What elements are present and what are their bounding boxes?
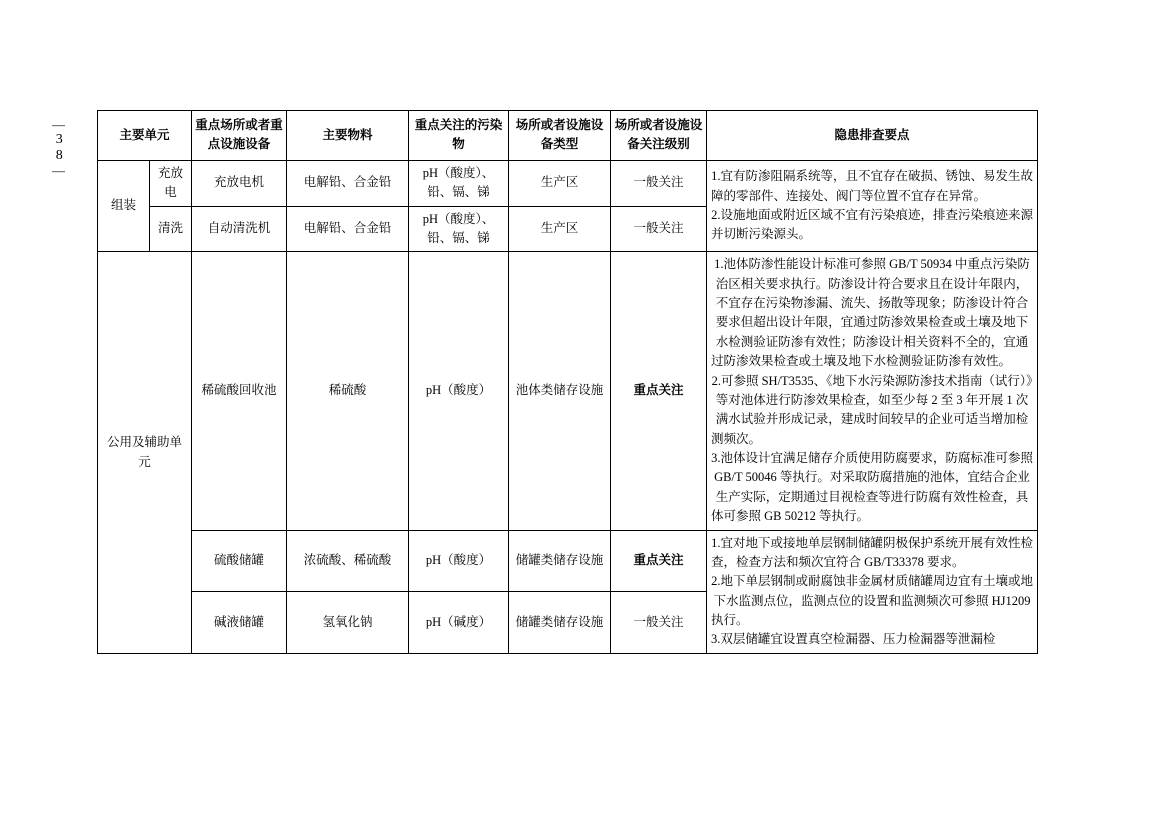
header-facility-type: 场所或者设施设备类型 bbox=[509, 111, 611, 161]
cell-material-naoh: 氢氧化钠 bbox=[287, 592, 409, 654]
header-main-material: 主要物料 bbox=[287, 111, 409, 161]
cell-material-sulfuric: 浓硫酸、稀硫酸 bbox=[287, 530, 409, 592]
page-number-value: 38 bbox=[51, 132, 67, 164]
table-header-row bbox=[98, 111, 1038, 161]
cell-level-general-2: 一般关注 bbox=[611, 206, 707, 252]
cell-main-unit-assembly: 组装 bbox=[98, 160, 150, 252]
cell-sub-unit-cleaning: 清洗 bbox=[150, 206, 192, 252]
cell-material-lead: 电解铅、合金铅 bbox=[287, 160, 409, 206]
header-main-unit: 主要单元 bbox=[98, 111, 192, 161]
inspection-table bbox=[97, 110, 1038, 654]
cell-facility-acid-recovery-pool: 稀硫酸回收池 bbox=[192, 252, 287, 530]
cell-level-general-3: 一般关注 bbox=[611, 592, 707, 654]
header-key-pollutant: 重点关注的污染物 bbox=[409, 111, 509, 161]
cell-facility-charger: 充放电机 bbox=[192, 160, 287, 206]
table-row bbox=[98, 252, 1038, 530]
cell-type-production-area: 生产区 bbox=[509, 160, 611, 206]
page-number-dash-top: — bbox=[52, 117, 66, 132]
table-row bbox=[98, 160, 1038, 206]
cell-facility-auto-washer: 自动清洗机 bbox=[192, 206, 287, 252]
cell-points-assembly bbox=[707, 160, 1038, 252]
cell-main-unit-utility: 公用及辅助单元 bbox=[98, 252, 192, 654]
point-line: 2.地下单层钢制或耐腐蚀非金属材质储罐周边宜有土壤或地下水监测点位，监测点位的设置和监测频次可参照 HJ1209 执行。 bbox=[711, 574, 1033, 627]
cell-facility-sulfuric-tank: 硫酸储罐 bbox=[192, 530, 287, 592]
page-number bbox=[44, 117, 74, 178]
cell-level-general: 一般关注 bbox=[611, 160, 707, 206]
cell-points-pool bbox=[707, 252, 1038, 530]
cell-type-tank-storage: 储罐类储存设施 bbox=[509, 530, 611, 592]
cell-level-key: 重点关注 bbox=[611, 252, 707, 530]
cell-material-lead-2: 电解铅、合金铅 bbox=[287, 206, 409, 252]
point-line: 1.宜有防渗阻隔系统等，且不宜存在破损、锈蚀、易发生故障的零部件、连接处、阀门等位置不宜存在异常。 bbox=[711, 169, 1033, 203]
cell-facility-alkali-tank: 碱液储罐 bbox=[192, 592, 287, 654]
point-line: 2.可参照 SH/T3535、《地下水污染源防渗技术指南（试行）》等对池体进行防渗效果检查，如至少每 2 至 3 年开展 1 次满水试验并形成记录，建成时间较早的企业可适当增加检测频次。 bbox=[711, 373, 1033, 446]
cell-type-pool-storage: 池体类储存设施 bbox=[509, 252, 611, 530]
cell-level-key-2: 重点关注 bbox=[611, 530, 707, 592]
cell-material-dilute-sulfuric: 稀硫酸 bbox=[287, 252, 409, 530]
point-line: 3.池体设计宜满足储存介质使用防腐要求，防腐标准可参照 GB/T 50046 等执行。对采取防腐措施的池体，宜结合企业生产实际，定期通过目视检查等进行防腐有效性检查，具体可参照 GB 50212 等执行。 bbox=[711, 451, 1033, 524]
header-inspection-points: 隐患排查要点 bbox=[707, 111, 1038, 161]
cell-type-production-area-2: 生产区 bbox=[509, 206, 611, 252]
header-attention-level: 场所或者设施设备关注级别 bbox=[611, 111, 707, 161]
page-number-dash-bottom: — bbox=[52, 163, 66, 178]
cell-pollutant-ph-lead-2: pH（酸度）、铅、镉、锑 bbox=[409, 206, 509, 252]
cell-points-tank bbox=[707, 530, 1038, 653]
point-line: 3.双层储罐宜设置真空检漏器、压力检漏器等泄漏检 bbox=[711, 632, 996, 647]
point-line: 1.池体防渗性能设计标准可参照 GB/T 50934 中重点污染防治区相关要求执行。防渗设计符合要求且在设计年限内，不宜存在污染物渗漏、流失、扬散等现象；防渗设计符合要求但超出设计年限，宜通过防渗效果检查或土壤及地下水检测验证防渗有效性；防渗设计相关资料不全的，宜通过防渗效果检查或土壤及地下水检测验证防渗有效性。 bbox=[711, 257, 1030, 369]
cell-pollutant-ph-acid: pH（酸度） bbox=[409, 252, 509, 530]
table-row bbox=[98, 530, 1038, 592]
point-line: 1.宜对地下或接地单层钢制储罐阴极保护系统开展有效性检查，检查方法和频次宜符合 GB/T33378 要求。 bbox=[711, 535, 1033, 569]
cell-type-tank-storage-2: 储罐类储存设施 bbox=[509, 592, 611, 654]
header-key-facility: 重点场所或者重点设施设备 bbox=[192, 111, 287, 161]
cell-sub-unit-charge-discharge: 充放电 bbox=[150, 160, 192, 206]
cell-pollutant-ph-lead: pH（酸度）、铅、镉、锑 bbox=[409, 160, 509, 206]
cell-pollutant-ph-acid-2: pH（酸度） bbox=[409, 530, 509, 592]
cell-pollutant-ph-base: pH（碱度） bbox=[409, 592, 509, 654]
point-line: 2.设施地面或附近区域不宜有污染痕迹，排查污染痕迹来源并切断污染源头。 bbox=[711, 208, 1033, 242]
